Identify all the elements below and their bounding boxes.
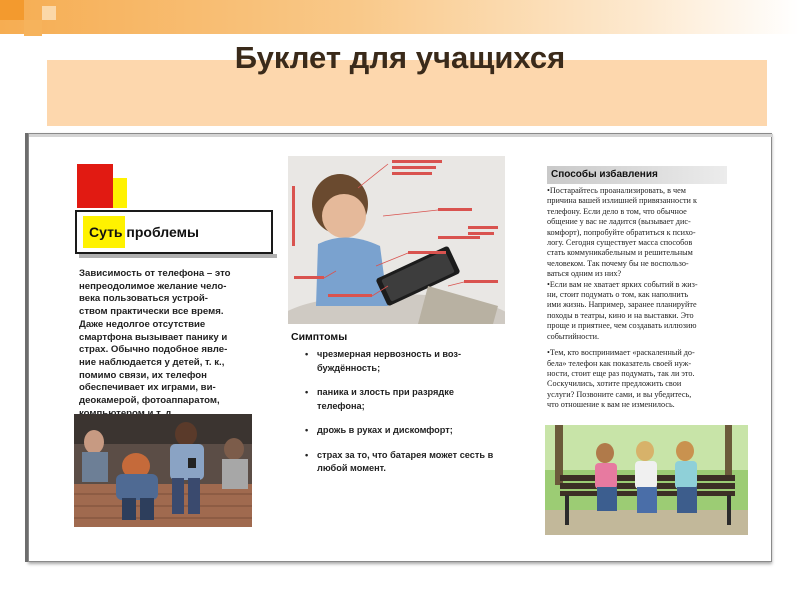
text-line: ни, стоит подумать о том, как наполнить — [547, 290, 689, 300]
problem-heading-box — [75, 210, 273, 254]
paragraph-line: обеспечивает их играми, ви- — [79, 382, 216, 394]
boy-with-tablet-photo — [288, 156, 505, 324]
symptoms-heading: Симптомы — [291, 331, 348, 343]
paragraph-line: непреодолимое желание чело- — [79, 280, 227, 292]
text-line: услуги? Позвоните сами, и вы убедитесь, — [547, 389, 692, 399]
text-line: причина вашей излишней привязанности к — [547, 196, 697, 206]
text-line: Соскучились, хотите предложить свои — [547, 379, 682, 389]
text-line: общение у вас не ладится (вызывает дис- — [547, 217, 691, 227]
text-line: ими жизнь. Например, заранее планируйте — [547, 300, 697, 310]
decor-square — [24, 20, 42, 36]
paragraph-line: страх. Обычно подобное явле- — [79, 344, 228, 356]
girls-on-bench-photo — [545, 425, 748, 535]
symptom-text: дрожь в руках и дискомфорт; — [317, 425, 453, 435]
text-line: человеком. Так почему бы не воспользо- — [547, 258, 689, 268]
bullet: • — [305, 425, 309, 435]
methods-paragraph — [547, 348, 752, 410]
paragraph-line: ством практически все время. — [79, 306, 224, 318]
symptom-text: чрезмерная нервозность и воз-буждённость; — [317, 349, 462, 373]
symptoms-list — [291, 348, 503, 487]
text-line: ности, стоит еще раз подумать, так ли это. — [547, 368, 695, 378]
text-line: телефону. Если дело в том, что обычное — [547, 206, 687, 216]
decor-square — [42, 6, 56, 20]
text-line: комфорт), попробуйте обратиться к психо- — [547, 227, 696, 237]
top-decor-bar — [0, 0, 800, 34]
paragraph-line: помимо связи, их телефон — [79, 369, 207, 381]
bullet: • — [305, 387, 309, 397]
list-item — [291, 348, 503, 375]
text-line: походы в театры, кино и на выставки. Это — [547, 310, 694, 320]
text-line: •Постарайтесь проанализировать, в чем — [547, 186, 686, 195]
paragraph-line: Зависимость от телефона – это — [79, 268, 231, 279]
paragraph-line: деокамерой, фотоаппаратом, — [79, 395, 220, 407]
methods-heading-bar — [547, 166, 727, 184]
decor-square — [0, 0, 24, 20]
text-line: событийности. — [547, 331, 600, 341]
paragraph-line: века пользоваться устрой- — [79, 293, 208, 305]
yellow-square-decor — [113, 178, 127, 208]
text-line: что отношение к вам не изменилось. — [547, 400, 675, 410]
methods-paragraph — [547, 186, 752, 342]
list-item — [291, 424, 503, 438]
slide-title: Буклет для учащихся — [234, 40, 566, 75]
kids-with-phones-photo — [74, 414, 252, 527]
text-line: •Если вам не хватает ярких событий в жиз- — [547, 279, 698, 289]
text-line: ваться одним из них? — [547, 269, 622, 279]
red-square-decor — [77, 164, 113, 208]
heading-shadow — [79, 254, 277, 258]
methods-text — [547, 186, 752, 417]
problem-heading: Суть проблемы — [89, 224, 199, 240]
methods-heading: Способы избавления — [551, 169, 658, 180]
booklet — [28, 133, 772, 562]
problem-paragraph — [79, 268, 261, 420]
bullet: • — [305, 449, 309, 460]
paragraph-line: Даже недолгое отсутствие — [79, 318, 206, 330]
text-line: проще и приятнее, чем создавать иллюзию — [547, 321, 697, 331]
bullet: • — [305, 349, 309, 359]
text-line: бела» телефон как показатель своей нуж- — [547, 358, 692, 368]
text-line: •Тем, кто воспринимает «раскаленный до- — [547, 348, 695, 358]
symptom-text: паника и злость при разрядке телефона; — [317, 387, 454, 411]
text-line: стать коммуникабельным и решительным — [547, 248, 693, 258]
paragraph-line: ние наблюдается у детей, т. к., — [79, 356, 225, 368]
text-line: логу. Сегодня существует масса способов — [547, 238, 693, 248]
symptom-text: страх за то, что батарея может сесть в любой момент. — [317, 449, 494, 473]
list-item — [291, 449, 503, 476]
paragraph-line: смартфона вызывает панику и — [79, 331, 228, 343]
list-item — [291, 386, 503, 413]
